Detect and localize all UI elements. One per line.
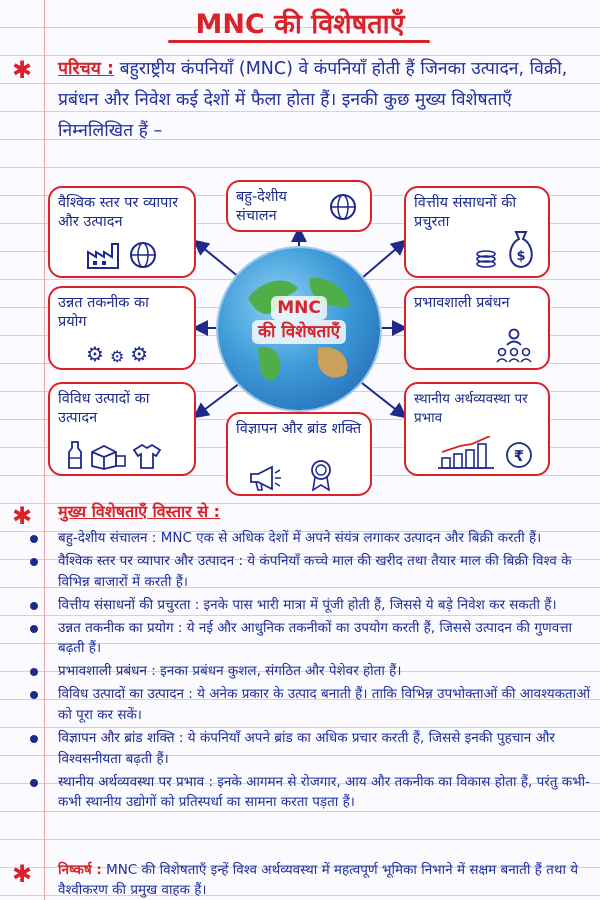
center-label-line1: MNC <box>271 296 327 320</box>
box-management <box>404 286 550 370</box>
bullet-icon <box>30 558 38 566</box>
box-products <box>48 382 196 476</box>
bullet-icon <box>30 691 38 699</box>
box-label-products: विविध उत्पादों का उत्पादन <box>58 391 150 426</box>
globe-icon <box>328 192 358 222</box>
box-label-management: प्रभावशाली प्रबंधन <box>414 295 510 311</box>
factory-icon <box>86 240 122 270</box>
list-item: विज्ञापन और ब्रांड शक्ति : ये कंपनियाँ अपने ब्रांड का अधिक प्रचार करती हैं, जिससे इनकी पुहचान और विश्वसनीयता बढ़ती हैं। <box>22 728 594 769</box>
people-hierarchy-icon <box>494 328 534 364</box>
list-item: स्थानीय अर्थव्यवस्था पर प्रभाव : इनके आगमन से रोजगार, आय और तकनीक का विकास होता हैं, परंतु कभी-कभी स्थानीय उद्योगों को प्रतिस्पर्धा का सामना करता पड़ता हैं। <box>22 772 594 813</box>
center-label-line2: की विशेषताएँ <box>252 320 346 344</box>
asterisk-icon: ✱ <box>12 860 33 888</box>
box-multi-country <box>226 180 372 232</box>
details-heading: मुख्य विशेषताएँ विस्तार से : <box>58 502 221 521</box>
list-item: प्रभावशाली प्रबंधन : इनका प्रबंधन कुशल, संगठित और पेशेवर होता हैं। <box>22 661 594 682</box>
award-badge-icon <box>308 458 334 492</box>
asterisk-icon: ✱ <box>12 502 33 530</box>
conclusion-text: MNC की विशेषताएँ इन्हें विश्व अर्थव्यवस्था में महत्वपूर्ण भूमिका निभाने में सक्षम बनाती हैं तथा ये वैश्वीकरण की प्रमुख वाहक हैं। <box>58 862 579 898</box>
conclusion-label: निष्कर्ष : <box>58 862 102 878</box>
megaphone-icon <box>248 464 282 492</box>
box-label-multi-country: बहु-देशीय संचालन <box>236 189 287 224</box>
box-label-advertising: विज्ञापन और ब्रांड शक्ति <box>236 421 362 437</box>
intro-paragraph <box>58 54 592 147</box>
bullet-icon <box>30 625 38 633</box>
bottle-icon <box>66 440 84 470</box>
center-label <box>218 296 380 344</box>
money-bag-icon <box>504 228 538 270</box>
asterisk-icon: ✱ <box>12 56 33 84</box>
bullet-icon <box>30 735 38 743</box>
globe-icon <box>128 240 158 270</box>
center-globe <box>218 248 380 410</box>
box-label-global-trade: वैश्विक स्तर पर व्यापार और उत्पादन <box>58 195 179 230</box>
tshirt-icon <box>132 442 162 470</box>
intro-label: परिचय : <box>58 59 114 79</box>
bar-chart-icon <box>436 436 496 470</box>
bullet-icon <box>30 602 38 610</box>
box-technology <box>48 286 196 370</box>
box-label-technology: उन्नत तकनीक का प्रयोग <box>58 295 149 330</box>
details-list <box>22 528 594 815</box>
list-item: उन्नत तकनीक का प्रयोग : ये नई और आधुनिक तकनीकों का उपयोग करती हैं, जिससे उत्पादन की गुणवत्ता बढ़ती हैं। <box>22 618 594 659</box>
bullet-icon <box>30 535 38 543</box>
boxes-icon <box>90 442 126 470</box>
box-label-financial: वित्तीय संसाधनों की प्रचुरता <box>414 195 517 230</box>
bullet-icon <box>30 668 38 676</box>
box-financial <box>404 186 550 278</box>
features-diagram <box>0 178 600 496</box>
list-item: बहु-देशीय संचालन : MNC एक से अधिक देशों में अपने संयंत्र लगाकर उत्पादन और बिक्री करती हैं। <box>22 528 594 549</box>
intro-text: बहुराष्ट्रीय कंपनियाँ (MNC) वे कंपनियाँ होती हैं जिनका उत्पादन, विक्री, प्रबंधन और निवेश कई देशों में फैला होता हैं। इनकी कुछ मुख्य विशेषताएँ निम्नलिखित हैं – <box>58 59 568 141</box>
box-global-trade <box>48 186 196 278</box>
svg-text:$: $ <box>516 249 526 264</box>
gears-icon: ⚙ ⚙ ⚙ <box>86 342 149 366</box>
rupee-icon <box>504 440 534 470</box>
box-label-local-economy: स्थानीय अर्थव्यवस्था पर प्रभाव <box>414 391 528 426</box>
list-item: वैश्विक स्तर पर व्यापार और उत्पादन : ये कंपनियाँ कच्चे माल की खरीद तथा तैयार माल की बिक्री विश्व के विभिन्न बाजारों में करती हैं। <box>22 551 594 592</box>
bullet-icon <box>30 779 38 787</box>
conclusion-paragraph <box>58 860 594 900</box>
list-item: विविध उत्पादों का उत्पादन : ये अनेक प्रकार के उत्पाद बनाती हैं। ताकि विभिन्न उपभोक्ताओं की आवश्यकताओं को पूरा कर सकें। <box>22 684 594 725</box>
list-item: वित्तीय संसाधनों की प्रचुरता : इनके पास भारी मात्रा में पूंजी होती हैं, जिससे ये बड़े निवेश कर सकती हैं। <box>22 595 594 616</box>
coins-icon <box>474 248 498 270</box>
svg-text:₹: ₹ <box>513 447 525 465</box>
box-advertising <box>226 412 372 496</box>
title-underline <box>168 40 430 43</box>
page-title: MNC की विशेषताएँ <box>195 9 405 40</box>
box-local-economy <box>404 382 550 476</box>
